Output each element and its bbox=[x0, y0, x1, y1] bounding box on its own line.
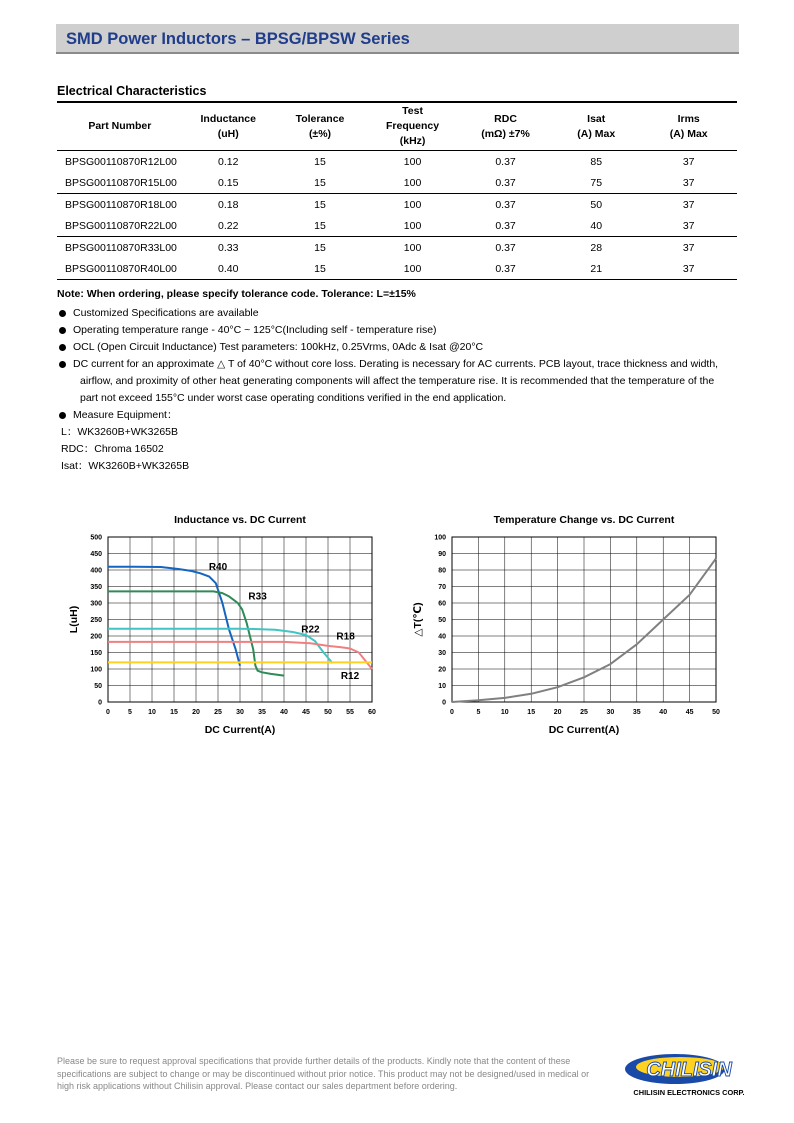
bullet-dot-icon bbox=[59, 327, 66, 334]
y-tick-label: 0 bbox=[98, 699, 102, 707]
y-tick-label: 30 bbox=[438, 650, 446, 657]
x-tick-label: 30 bbox=[606, 709, 615, 716]
equipment-isat: Isat：WK3260B+WK3265B bbox=[61, 460, 190, 472]
temperature-change-vs-dc-current-chart bbox=[400, 505, 730, 740]
y-axis-label: L(uH) bbox=[68, 605, 80, 634]
series-label-r40: R40 bbox=[208, 562, 228, 573]
col-header-part-number: Part Number bbox=[88, 120, 152, 132]
y-axis-label: △T(℃) bbox=[412, 602, 424, 637]
inductance-vs-dc-current-chart bbox=[56, 505, 386, 740]
bullet-dot-icon bbox=[59, 310, 66, 317]
section-title: Electrical Characteristics bbox=[57, 84, 207, 98]
x-tick-label: 50 bbox=[324, 709, 332, 716]
bullet-dot-icon bbox=[59, 412, 66, 419]
header-banner bbox=[56, 24, 739, 54]
x-tick-label: 35 bbox=[258, 709, 266, 716]
series-label-r18: R18 bbox=[336, 631, 355, 643]
col-header-irms: Irms (A) Max bbox=[669, 112, 708, 140]
note-bullet: OCL (Open Circuit Inductance) Test parameters: 100kHz, 0.25Vrms, 0Adc & Isat @20°C bbox=[57, 339, 747, 356]
y-tick-label: 100 bbox=[90, 666, 102, 674]
table-row: BPSG00110870R40L00 0.40 15 100 0.37 21 37 bbox=[57, 258, 737, 280]
y-tick-label: 300 bbox=[90, 600, 102, 608]
x-tick-label: 20 bbox=[192, 709, 200, 716]
x-tick-label: 5 bbox=[128, 709, 132, 716]
x-tick-label: 25 bbox=[214, 709, 222, 716]
chart-title: Temperature Change vs. DC Current bbox=[493, 514, 675, 526]
y-tick-label: 450 bbox=[90, 551, 102, 558]
logo-brand-text: CHILISIN bbox=[646, 1059, 732, 1081]
table-row: BPSG00110870R22L00 0.22 15 100 0.37 40 37 bbox=[57, 215, 737, 237]
series-label-r12: R12 bbox=[340, 670, 360, 682]
y-tick-label: 0 bbox=[442, 699, 446, 707]
x-axis-label: DC Current(A) bbox=[204, 724, 276, 736]
note-bullet: Operating temperature range - 40°C ~ 125°C(Including self - temperature rise) bbox=[57, 322, 747, 339]
series-line-r22 bbox=[108, 629, 332, 663]
footer-disclaimer: Please be sure to request approval specifications that provide further details of the products. Kindly note that the content of these specifications are subject to change or may be discontinued without prior notice. This product may not be designed/used in medical or high risk applications without Chilisin approval. Please contact our sales department before ordering. bbox=[57, 1056, 590, 1091]
x-tick-label: 40 bbox=[280, 709, 288, 716]
x-tick-label: 20 bbox=[553, 709, 562, 716]
x-tick-label: 40 bbox=[659, 709, 668, 716]
y-tick-label: 80 bbox=[438, 567, 446, 575]
note-bullet: Customized Specifications are available bbox=[57, 305, 747, 322]
x-tick-label: 45 bbox=[302, 709, 310, 716]
y-tick-label: 20 bbox=[438, 666, 446, 674]
table-header-row bbox=[57, 102, 737, 151]
x-tick-label: 25 bbox=[580, 709, 588, 716]
bullet-dot-icon bbox=[59, 361, 66, 368]
y-tick-label: 150 bbox=[90, 650, 102, 657]
y-tick-label: 70 bbox=[438, 584, 446, 591]
note-bullet: DC current for an approximate △ T of 40°C without core loss. Derating is necessary for AC currents. PCB layout, trace thickness and width, bbox=[57, 356, 747, 373]
equipment-rdc: RDC：Chroma 16502 bbox=[61, 443, 164, 455]
col-header-test-frequency: Test Frequency (kHz) bbox=[386, 105, 440, 147]
x-tick-label: 50 bbox=[712, 709, 720, 716]
document-title: SMD Power Inductors – BPSG/BPSW Series bbox=[66, 30, 410, 48]
y-tick-label: 350 bbox=[90, 584, 102, 591]
x-tick-label: 60 bbox=[368, 709, 376, 716]
logo-company-text: CHILISIN ELECTRONICS CORP. bbox=[633, 1088, 745, 1097]
series-label-r22: R22 bbox=[301, 624, 320, 636]
x-axis-label: DC Current(A) bbox=[548, 724, 620, 736]
table-row: BPSG00110870R12L00 0.12 15 100 0.37 85 37 bbox=[65, 155, 695, 168]
x-tick-label: 15 bbox=[170, 709, 178, 716]
x-tick-label: 10 bbox=[500, 709, 509, 716]
col-header-tolerance: Tolerance (±%) bbox=[295, 112, 345, 140]
ordering-note: Note: When ordering, please specify tolerance code. Tolerance: L=±15% bbox=[57, 288, 416, 300]
x-tick-label: 10 bbox=[148, 709, 156, 716]
x-tick-label: 0 bbox=[450, 709, 454, 716]
notes-section bbox=[57, 288, 747, 475]
y-tick-label: 10 bbox=[438, 683, 446, 690]
y-tick-label: 250 bbox=[90, 617, 102, 624]
col-header-rdc: RDC (mΩ) ±7% bbox=[481, 112, 530, 140]
table-row: BPSG00110870R15L00 0.15 15 100 0.37 75 37 bbox=[57, 172, 737, 194]
series-label-r33: R33 bbox=[248, 591, 267, 603]
chilisin-logo bbox=[620, 1050, 760, 1100]
x-tick-label: 55 bbox=[346, 709, 354, 716]
y-tick-label: 50 bbox=[94, 683, 102, 690]
note-continuation: airflow, and proximity of other heat generating components will affect the temperature rise. It is recommended that the temperature of the bbox=[80, 375, 715, 387]
x-tick-label: 0 bbox=[106, 709, 110, 716]
table-row: BPSG00110870R33L00 0.33 15 100 0.37 28 37 bbox=[65, 241, 695, 254]
x-tick-label: 30 bbox=[236, 709, 244, 716]
chart-title: Inductance vs. DC Current bbox=[174, 514, 306, 526]
col-header-inductance: Inductance (uH) bbox=[200, 112, 256, 140]
x-tick-label: 45 bbox=[685, 709, 694, 716]
x-tick-label: 35 bbox=[632, 709, 641, 716]
col-header-isat: Isat (A) Max bbox=[577, 112, 616, 140]
y-tick-label: 40 bbox=[438, 633, 446, 641]
spec-table bbox=[57, 101, 737, 280]
x-tick-label: 15 bbox=[527, 709, 536, 716]
note-bullet: Measure Equipment： bbox=[57, 407, 747, 424]
table-row: BPSG00110870R18L00 0.18 15 100 0.37 50 37 bbox=[65, 198, 695, 211]
y-tick-label: 500 bbox=[90, 534, 102, 542]
y-tick-label: 60 bbox=[438, 600, 446, 608]
x-tick-label: 5 bbox=[476, 709, 481, 716]
y-tick-label: 50 bbox=[438, 617, 446, 624]
y-tick-label: 100 bbox=[434, 534, 446, 542]
bullet-dot-icon bbox=[59, 344, 66, 351]
note-continuation: part not exceed 155°C under worst case operating conditions verified in the end application. bbox=[80, 392, 507, 404]
y-tick-label: 90 bbox=[438, 551, 446, 558]
y-tick-label: 200 bbox=[90, 633, 102, 641]
equipment-l: L：WK3260B+WK3265B bbox=[61, 426, 179, 438]
y-tick-label: 400 bbox=[90, 567, 102, 575]
